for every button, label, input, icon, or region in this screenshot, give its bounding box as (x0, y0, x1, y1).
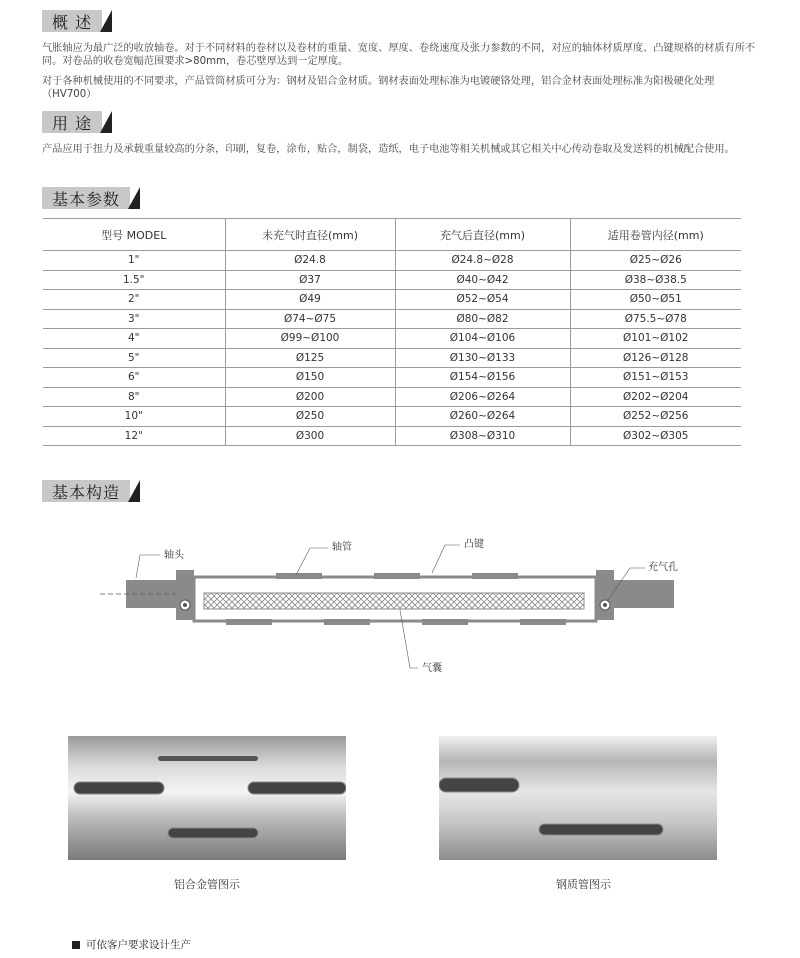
table-row (43, 426, 741, 446)
table-row (43, 251, 741, 271)
right-bolt-dot (603, 603, 607, 607)
table-cell: Ø104~Ø106 (395, 329, 570, 349)
table-header-row (43, 219, 741, 251)
slot (248, 782, 346, 794)
table-cell: Ø101~Ø102 (570, 329, 741, 349)
section-title-overview: 概 述 (42, 10, 102, 32)
table-cell: Ø308~Ø310 (395, 426, 570, 446)
bottom-key (520, 619, 566, 625)
table-cell: Ø125 (225, 348, 395, 368)
table-cell: Ø50~Ø51 (570, 290, 741, 310)
table-cell: Ø126~Ø128 (570, 348, 741, 368)
top-key (472, 573, 518, 579)
left-bolt-dot (183, 603, 187, 607)
section-header-usage (42, 111, 112, 133)
square-bullet-icon (72, 941, 80, 949)
table-cell: Ø202~Ø204 (570, 387, 741, 407)
table-cell: 6" (43, 368, 225, 388)
table-row (43, 290, 741, 310)
table-cell: Ø130~Ø133 (395, 348, 570, 368)
section-title-params: 基本参数 (42, 187, 130, 209)
slot (439, 778, 519, 792)
table-cell: 10" (43, 407, 225, 427)
leader-shaft-head (136, 555, 160, 578)
table-row (43, 329, 741, 349)
label-airbag: 气囊 (422, 663, 442, 674)
table-cell: Ø24.8~Ø28 (395, 251, 570, 271)
label-key: 凸键 (464, 539, 484, 550)
structure-diagram (100, 530, 740, 680)
table-cell: Ø37 (225, 270, 395, 290)
table-row (43, 348, 741, 368)
table-row (43, 270, 741, 290)
table-cell: Ø200 (225, 387, 395, 407)
section-title-usage: 用 途 (42, 111, 102, 133)
header-slash-decoration (128, 187, 140, 209)
table-cell: Ø52~Ø54 (395, 290, 570, 310)
label-shaft-tube: 轴管 (332, 542, 352, 553)
leader-shaft-tube (296, 548, 328, 575)
section-header-overview (42, 10, 112, 32)
overview-paragraph-2: 对于各种机械使用的不同要求，产品管筒材质可分为：钢材及铝合金材质。钢材表面处理标准为电镀硬铬处理，铝合金材表面处理标准为阳极硬化处理（HV700） (42, 76, 715, 100)
table-cell: Ø206~Ø264 (395, 387, 570, 407)
table-cell: 5" (43, 348, 225, 368)
table-row (43, 368, 741, 388)
table-cell: Ø154~Ø156 (395, 368, 570, 388)
table-row (43, 309, 741, 329)
table-cell: Ø49 (225, 290, 395, 310)
header-slash-decoration (128, 480, 140, 502)
slot (158, 756, 258, 761)
table-cell: 12" (43, 426, 225, 446)
table-body (43, 251, 741, 446)
table-cell: Ø99~Ø100 (225, 329, 395, 349)
table-cell: Ø40~Ø42 (395, 270, 570, 290)
table-cell: 1" (43, 251, 225, 271)
usage-paragraph: 产品应用于扭力及承载重量较高的分条，印刷，复卷，涂布，贴合，制袋，造纸，电子电池等相关机械或其它相关中心传动卷取及发送料的机械配合使用。 (42, 144, 735, 155)
airbag (204, 593, 584, 609)
bottom-key (422, 619, 468, 625)
label-air-hole: 充气孔 (648, 562, 678, 573)
section-title-structure: 基本构造 (42, 480, 130, 502)
aluminum-caption: 铝合金管图示 (174, 878, 240, 891)
table-cell: Ø38~Ø38.5 (570, 270, 741, 290)
header-slash-decoration (100, 10, 112, 32)
table-cell: Ø250 (225, 407, 395, 427)
spec-table (43, 218, 741, 446)
table-cell: Ø300 (225, 426, 395, 446)
left-end-block (176, 570, 194, 620)
table-header-inflated: 充气后直径(mm) (395, 219, 570, 251)
label-shaft-head: 轴头 (164, 550, 184, 561)
slot (539, 824, 663, 835)
section-header-params (42, 187, 140, 209)
header-slash-decoration (100, 111, 112, 133)
table-cell: 4" (43, 329, 225, 349)
bottom-key (226, 619, 272, 625)
right-shaft-head (614, 580, 674, 608)
overview-paragraph-1: 气胀轴应为最广泛的收放轴卷。对于不同材料的卷材以及卷材的重量、宽度、厚度、卷绕速度及张力参数的不同，对应的轴体材质厚度、凸键规格的材质有所不同。对卷品的收卷宽幅范围要求>80mm，卷芯壁厚达到一定厚度。 (42, 43, 756, 67)
table-cell: Ø24.8 (225, 251, 395, 271)
top-key (276, 573, 322, 579)
table-cell: 3" (43, 309, 225, 329)
footer-text: 可依客户要求设计生产 (86, 939, 191, 951)
footer (72, 937, 191, 952)
table-row (43, 387, 741, 407)
table-header-model: 型号 MODEL (43, 219, 225, 251)
table-cell: Ø150 (225, 368, 395, 388)
table-cell: Ø75.5~Ø78 (570, 309, 741, 329)
table-row (43, 407, 741, 427)
table-cell: Ø80~Ø82 (395, 309, 570, 329)
slot (168, 828, 258, 838)
table-header-uninflated: 未充气时直径(mm) (225, 219, 395, 251)
table-cell: Ø74~Ø75 (225, 309, 395, 329)
steel-tube-photo (439, 736, 717, 860)
table-cell: 8" (43, 387, 225, 407)
table-cell: Ø25~Ø26 (570, 251, 741, 271)
bottom-key (324, 619, 370, 625)
aluminum-tube-photo (68, 736, 346, 860)
table-cell: Ø252~Ø256 (570, 407, 741, 427)
slot (74, 782, 164, 794)
top-key (374, 573, 420, 579)
leader-key (432, 545, 460, 573)
table-cell: 2" (43, 290, 225, 310)
table-header-core: 适用卷管内径(mm) (570, 219, 741, 251)
steel-caption: 钢质管图示 (556, 878, 611, 891)
table-cell: Ø260~Ø264 (395, 407, 570, 427)
section-header-structure (42, 480, 140, 502)
table-cell: Ø302~Ø305 (570, 426, 741, 446)
table-cell: 1.5" (43, 270, 225, 290)
table-cell: Ø151~Ø153 (570, 368, 741, 388)
